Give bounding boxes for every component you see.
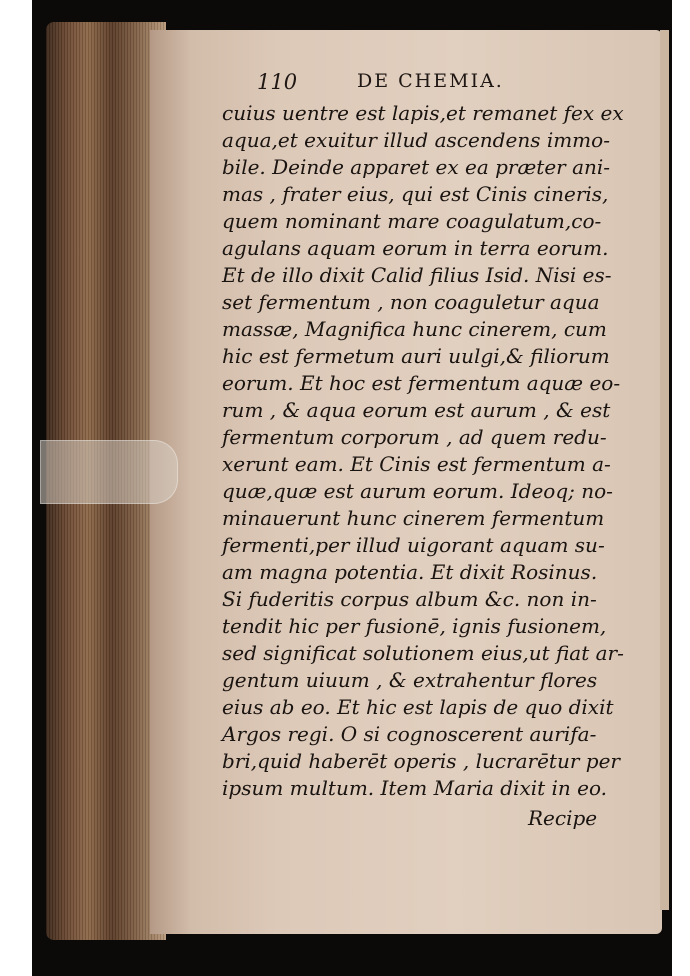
text-line: massæ, Magnifica hunc cinerem, cum [222,317,607,341]
text-line: agulans aquam eorum in terra eorum. [222,236,609,260]
text-line: ipsum multum. Item Maria dixit in eo. [222,776,608,800]
text-line: mas , frater eius, qui est Cinis cineris, [222,182,609,206]
text-line: fermentum corporum , ad quem redu- [222,425,607,449]
text-line: hic est fermetum auri uulgi,& filiorum [222,344,610,368]
text-line: Si fuderitis corpus album &c. non in- [222,587,597,611]
text-line: bri,quid haberēt operis , lucrarētur per [222,749,620,773]
page-header [257,70,617,96]
text-line: cuius uentre est lapis,et remanet fex ex [222,101,624,125]
text-line: eius ab eo. Et hic est lapis de quo dixit [222,695,614,719]
text-line: aqua,et exuitur illud ascendens immo- [222,128,610,152]
text-line: Et de illo dixit Calid filius Isid. Nisi es- [222,263,612,287]
page-number: 110 [257,70,298,94]
text-line: rum , & aqua eorum est aurum , & est [222,398,611,422]
page-clip [40,440,178,504]
catchword: Recipe [528,806,598,830]
text-line: tendit hic per fusionē, ignis fusionem, [222,614,607,638]
facing-page-edge [660,30,669,910]
text-line: eorum. Et hoc est fermentum aquæ eo- [222,371,621,395]
text-line: xerunt eam. Et Cinis est fermentum a- [222,452,611,476]
text-line: quæ,quæ est aurum eorum. Ideoq; no- [222,479,613,503]
text-line: minauerunt hunc cinerem fermentum [222,506,605,530]
running-title: DE CHEMIA. [357,70,504,92]
text-line: fermenti,per illud uigorant aquam su- [222,533,605,557]
text-line: gentum uiuum , & extrahentur flores [222,668,598,692]
text-line: set fermentum , non coaguletur aqua [222,290,600,314]
text-line: bile. Deinde apparet ex ea præter ani- [222,155,611,179]
text-line: Argos regi. O si cognoscerent aurifa- [222,722,597,746]
text-line: am magna potentia. Et dixit Rosinus. [222,560,598,584]
text-line: sed significat solutionem eius,ut fiat ar- [222,641,624,665]
text-line: quem nominant mare coagulatum,co- [222,209,602,233]
body-text [222,100,622,802]
